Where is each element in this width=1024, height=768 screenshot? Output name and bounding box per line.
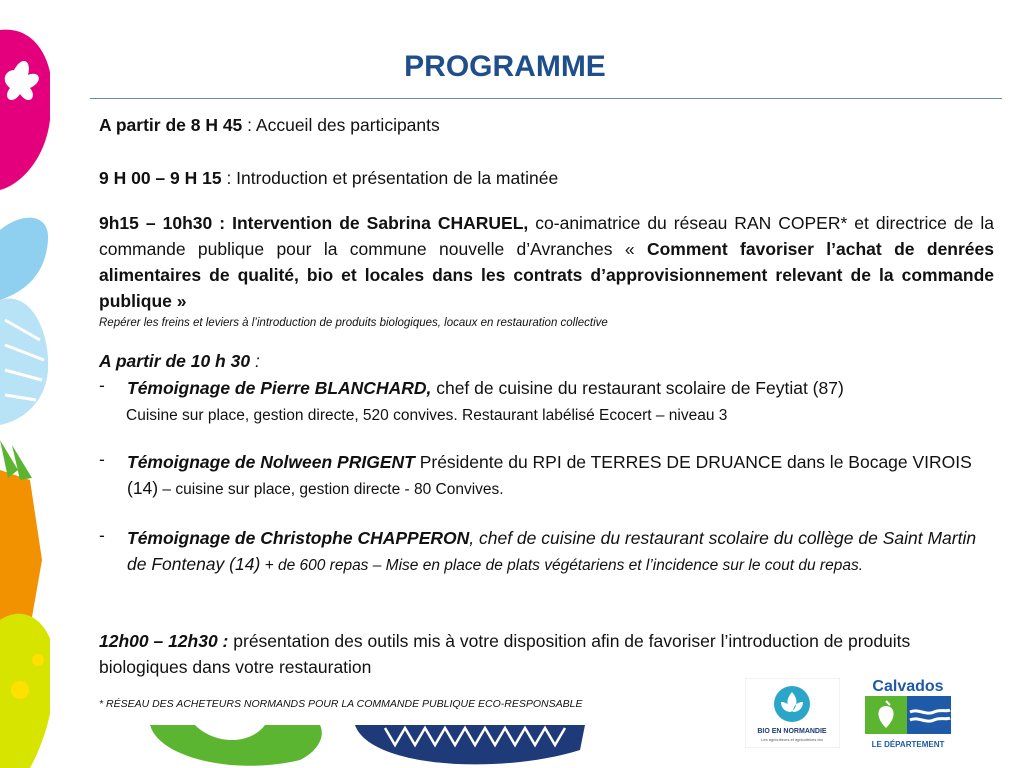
temoignage-name: Témoignage de Christophe CHAPPERON — [127, 528, 470, 548]
agenda-item-intervention — [99, 210, 994, 314]
agenda-item-introduction — [99, 165, 994, 191]
agenda-time: 9 H 00 – 9 H 15 — [99, 168, 222, 188]
intervention-role: co-animatrice du réseau RAN COPER* et directrice de la commande publique pour la commune nouvelle d’Avranches « — [99, 213, 994, 259]
calvados-departement-logo — [860, 676, 956, 752]
intervention-title: 9h15 – 10h30 : Intervention de Sabrina CHARUEL, — [99, 213, 529, 233]
temoignage-detail: – cuisine sur place, gestion directe - 80 Convives. — [158, 481, 504, 498]
temoignage-text: Présidente du RPI de TERRES DE DRUANCE dans le Bocage VIROIS (14) — [127, 452, 972, 498]
temoignage-blanchard — [127, 375, 995, 401]
blue-fish-scales — [0, 298, 48, 425]
navy-fish-shape — [355, 725, 585, 764]
list-bullet: - — [99, 375, 105, 395]
temoignages-heading-suffix: : — [250, 351, 260, 371]
temoignages-heading — [99, 348, 994, 374]
temoignage-text: , chef de cuisine du restaurant scolaire du collège de Saint Martin de Fontenay (14) — [127, 528, 977, 574]
agenda-text: : Accueil des participants — [242, 115, 440, 135]
agenda-item-accueil — [99, 112, 994, 138]
temoignage-name: Témoignage de Nolween PRIGENT — [127, 452, 415, 472]
yellow-dot — [11, 681, 29, 699]
agenda-time: 12h00 – 12h30 : — [99, 631, 229, 651]
yellow-dot — [32, 654, 44, 666]
list-bullet: - — [99, 449, 105, 469]
temoignage-name: Témoignage de Pierre BLANCHARD, — [127, 378, 432, 398]
intervention-subtitle: Repérer les freins et leviers à l’introduction de produits biologiques, locaux en restauration collective — [99, 317, 608, 329]
list-bullet: - — [99, 525, 105, 545]
temoignage-detail: Cuisine sur place, gestion directe, 520 convives. Restaurant labélisé Ecocert – niveau 3 — [126, 407, 728, 424]
temoignages-heading-text: A partir de 10 h 30 — [99, 351, 251, 371]
agenda-text: présentation des outils mis à votre disposition afin de favoriser l’introduction de produits biologiques dans votre restauration — [99, 631, 911, 677]
intervention-topic: Comment favoriser l’achat de denrées alimentaires de qualité, bio et locales dans les contrats d’approvisionnement relevant de la commande publique » — [99, 239, 994, 311]
bio-logo-tagline: Les agriculteurs et agricultrices bio — [761, 737, 823, 742]
calvados-logo-subtitle: LE DÉPARTEMENT — [871, 740, 945, 749]
agenda-text: : Introduction et présentation de la matinée — [221, 168, 559, 188]
title-divider — [90, 98, 1002, 99]
calvados-logo-name: Calvados — [872, 678, 944, 695]
blue-fish-shape — [0, 218, 48, 300]
footnote: * RÉSEAU DES ACHETEURS NORMANDS POUR LA COMMANDE PUBLIQUE ECO-RESPONSABLE — [99, 698, 583, 710]
temoignage-prigent — [127, 449, 995, 503]
temoignage-text: chef de cuisine du restaurant scolaire de Feytiat (87) — [431, 378, 844, 398]
bio-logo-name: BIO EN NORMANDIE — [757, 728, 827, 735]
temoignage-chapperon — [127, 525, 995, 579]
page-title: PROGRAMME — [404, 50, 606, 83]
agenda-item-outils — [99, 628, 994, 680]
bio-en-normandie-logo — [745, 678, 840, 748]
agenda-time: A partir de 8 H 45 — [99, 115, 243, 135]
temoignage-detail: + de 600 repas – Mise en place de plats végétariens et l’incidence sur le cout du repas. — [260, 557, 863, 574]
